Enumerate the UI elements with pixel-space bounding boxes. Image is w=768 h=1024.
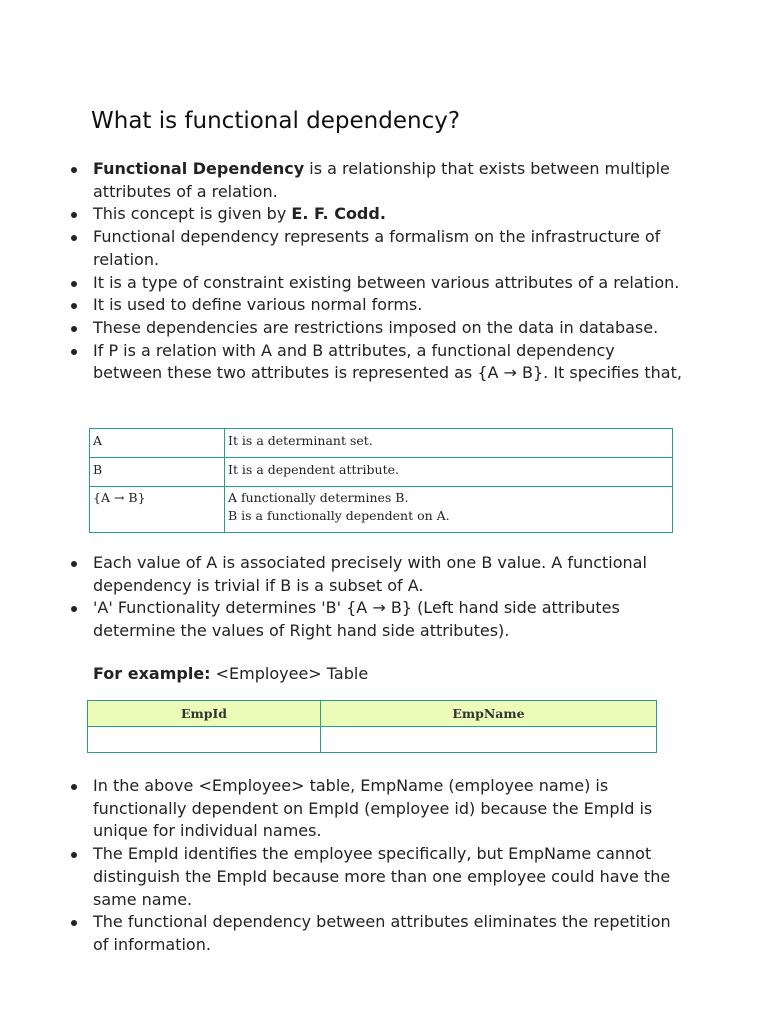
page-title: What is functional dependency? (91, 108, 461, 134)
bullet-text: This concept is given by (93, 204, 292, 224)
list-item (0, 552, 768, 597)
list-item (0, 203, 768, 226)
middle-bullet-list (0, 552, 768, 643)
intro-bullet-list (0, 158, 768, 385)
definition-term: B (90, 458, 225, 487)
definition-description: It is a dependent attribute. (225, 458, 673, 487)
definition-table (89, 428, 673, 533)
column-header-empname: EmpName (321, 701, 657, 727)
list-item (0, 843, 768, 911)
bullet-text: These dependencies are restrictions imposed on the data in database. (93, 317, 659, 337)
definition-description-line: B is a functionally dependent on A. (228, 508, 450, 523)
bullet-text: If P is a relation with A and B attributes, a functional dependency between these two attributes is represented as {A → B}. It specifies that, (93, 340, 682, 383)
employee-table (87, 700, 657, 753)
bullet-text: is a relationship that exists between multiple attributes of a relation. (93, 159, 670, 201)
table-row (90, 487, 673, 533)
bullet-text: The EmpId identifies the employee specifically, but EmpName cannot distinguish the EmpId because more than one employee could have the same name. (93, 844, 671, 909)
table-cell (88, 727, 321, 753)
list-item (0, 911, 768, 956)
definition-description: It is a determinant set. (225, 429, 673, 458)
table-header-row (88, 701, 657, 727)
closing-bullet-list (0, 775, 768, 957)
bullet-text: The functional dependency between attributes eliminates the repetition of information. (93, 912, 671, 954)
list-item (0, 294, 768, 317)
bullet-bold-text: E. F. Codd. (291, 204, 386, 224)
list-item (0, 272, 768, 295)
bullet-text: Functional dependency represents a formalism on the infrastructure of relation. (93, 227, 661, 269)
list-item (0, 226, 768, 271)
bullet-text: It is a type of constraint existing between various attributes of a relation. (93, 272, 680, 292)
table-row (90, 458, 673, 487)
bullet-text: Each value of A is associated precisely with one B value. A functional dependency is trivial if B is a subset of A. (93, 553, 647, 595)
list-item (0, 597, 768, 642)
table-cell (321, 727, 657, 753)
column-header-empid: EmpId (88, 701, 321, 727)
definition-description (225, 487, 673, 533)
definition-term: {A → B} (90, 487, 225, 533)
example-text: <Employee> Table (210, 664, 369, 683)
example-label: For example: (93, 664, 211, 683)
bullet-text: 'A' Functionality determines 'B' {A → B} (Left hand side attributes determine the values of Right hand side attributes). (93, 598, 620, 641)
table-row (90, 429, 673, 458)
bullet-text: In the above <Employee> table, EmpName (employee name) is functionally dependent on EmpId (employee id) because the EmpId is unique for individual names. (93, 776, 653, 841)
bullet-bold-text: Functional Dependency (93, 159, 305, 178)
definition-term: A (90, 429, 225, 458)
list-item (0, 317, 768, 340)
list-item (0, 340, 768, 385)
definition-description-line: A functionally determines B. (228, 490, 409, 505)
example-heading (93, 663, 368, 685)
list-item (0, 158, 768, 203)
list-item (0, 775, 768, 843)
table-row (88, 727, 657, 753)
bullet-text: It is used to define various normal forms. (93, 295, 423, 315)
